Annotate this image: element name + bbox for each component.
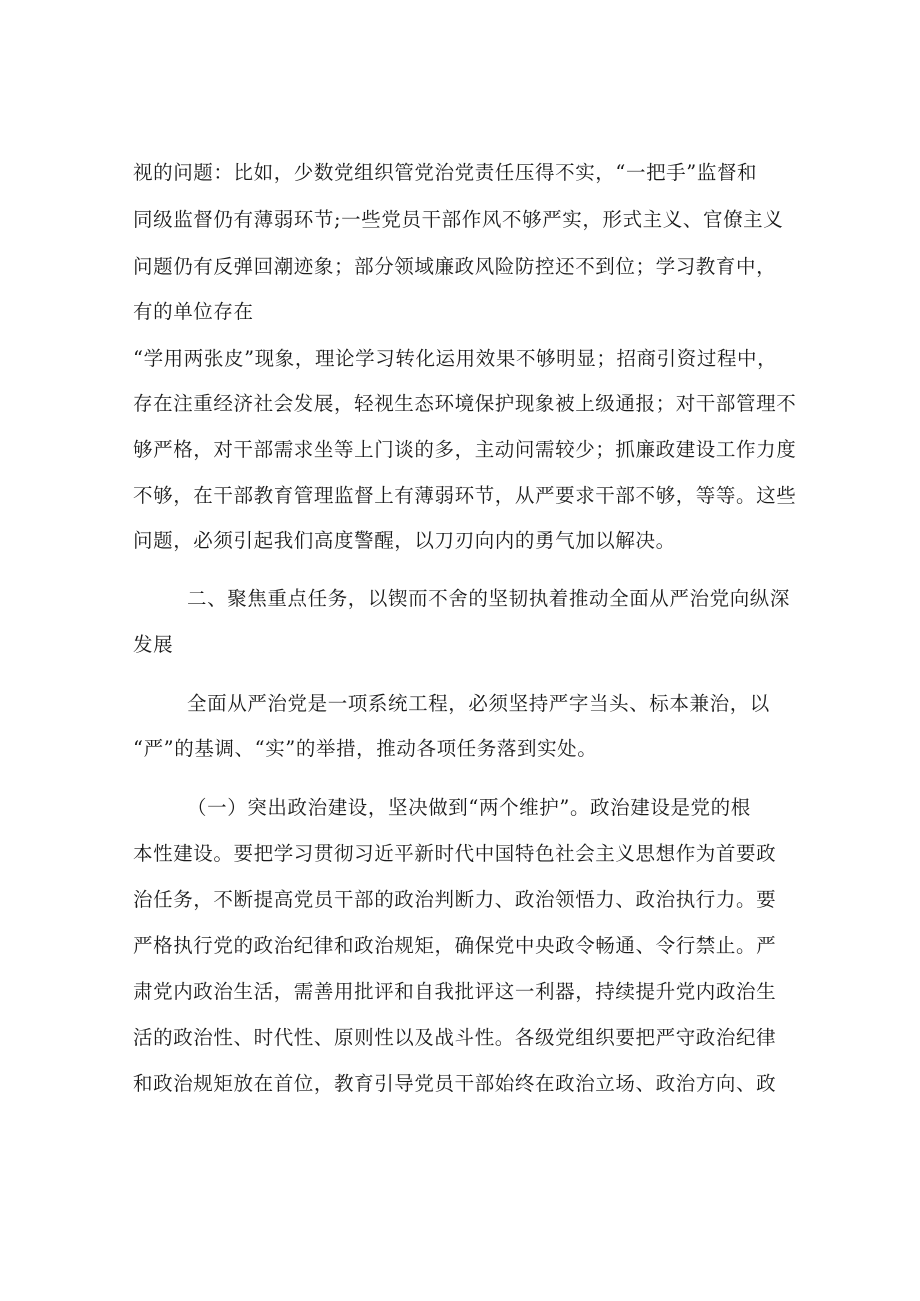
- paragraph-3-line-1: （一）突出政治建设，坚决做到“两个维护”。政治建设是党的根: [187, 796, 751, 819]
- paragraph-1-line-5: “学用两张皮”现象，理论学习转化运用效果不够明显；招商引资过程中，: [133, 347, 778, 370]
- paragraph-3-line-5: 肃党内政治生活，需善用批评和自我批评这一利器，持续提升党内政治生: [133, 980, 777, 1003]
- paragraph-1-line-7: 够严格，对干部需求坐等上门谈的多，主动问需较少；抓廉政建设工作力度: [133, 438, 797, 461]
- paragraph-1-line-1: 视的问题：比如，少数党组织管党治党责任压得不实，“一把手”监督和: [133, 161, 758, 184]
- paragraph-3-line-7: 和政治规矩放在首位，教育引导党员干部始终在政治立场、政治方向、政: [133, 1072, 777, 1095]
- section-heading-line-2: 发展: [133, 633, 174, 656]
- paragraph-3-line-3: 治任务，不断提高党员干部的政治判断力、政治领悟力、政治执行力。要: [133, 888, 777, 911]
- paragraph-2-line-2: “严”的基调、“实”的举措，推动各项任务落到实处。: [133, 737, 598, 760]
- paragraph-1-line-9: 问题，必须引起我们高度警醒，以刀刃向内的勇气加以解决。: [133, 529, 676, 552]
- paragraph-1-line-6: 存在注重经济社会发展，轻视生态环境保护现象被上级通报；对干部管理不: [133, 392, 797, 415]
- paragraph-2-line-1: 全面从严治党是一项系统工程，必须坚持严字当头、标本兼治，以: [187, 692, 770, 715]
- paragraph-3-line-4: 严格执行党的政治纪律和政治规矩，确保党中央政令畅通、令行禁止。严: [133, 934, 777, 957]
- paragraph-1-line-4: 有的单位存在: [133, 300, 254, 323]
- paragraph-3-line-6: 活的政治性、时代性、原则性以及战斗性。各级党组织要把严守政治纪律: [133, 1026, 777, 1049]
- paragraph-1-line-3: 问题仍有反弹回潮迹象；部分领域廉政风险防控还不到位；学习教育中，: [133, 255, 777, 278]
- paragraph-1-line-8: 不够，在干部教育管理监督上有薄弱环节，从严要求干部不够，等等。这些: [133, 484, 797, 507]
- paragraph-1-line-2: 同级监督仍有薄弱环节;一些党员干部作风不够严实，形式主义、官僚主义: [133, 208, 784, 231]
- section-heading-line-1: 二、聚焦重点任务，以锲而不舍的坚韧执着推动全面从严治党向纵深: [187, 587, 791, 610]
- paragraph-3-line-2: 本性建设。要把学习贯彻习近平新时代中国特色社会主义思想作为首要政: [133, 842, 777, 865]
